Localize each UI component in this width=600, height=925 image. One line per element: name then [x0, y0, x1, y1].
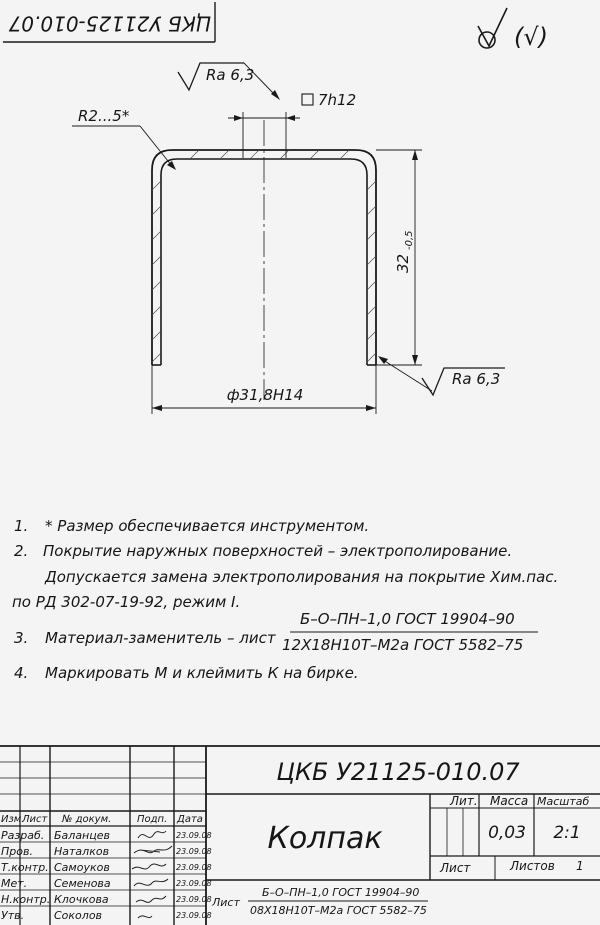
- height-tolerance: -0,5: [404, 230, 415, 250]
- scale-label: Масштаб: [537, 795, 590, 808]
- title-block-code: ЦКБ У21125-010.07: [276, 758, 520, 786]
- general-roughness: [478, 8, 548, 51]
- part-view: [72, 63, 505, 414]
- header-sign: Подп.: [137, 814, 168, 825]
- row-date-6: 23.09.08: [176, 911, 212, 920]
- lit-label: Лит.: [450, 794, 478, 808]
- mass-label: Масса: [490, 794, 529, 808]
- row-role-4: Мет.: [1, 877, 28, 890]
- part-name: Колпак: [267, 821, 383, 856]
- header-izm: Изм.: [1, 814, 25, 825]
- row-name-3: Самоуков: [54, 861, 110, 874]
- diameter-dimension: ф31,8Н14: [226, 386, 304, 404]
- note-3-text: Материал-заменитель – лист: [45, 629, 276, 647]
- note-3-material-top: Б–О–ПН–1,0 ГОСТ 19904–90: [300, 610, 515, 628]
- row-name-6: Соколов: [54, 909, 103, 922]
- row-date-5: 23.09.08: [176, 895, 212, 904]
- corner-stamp: [3, 2, 215, 42]
- row-date-1: 23.09.08: [176, 831, 212, 840]
- note-4-number: 4.: [14, 664, 29, 682]
- sheets-value: 1: [576, 859, 584, 873]
- material-label: Лист: [212, 896, 240, 909]
- material-bottom: 08Х18Н10Т–М2а ГОСТ 5582–75: [250, 904, 427, 917]
- top-roughness: [178, 63, 280, 100]
- header-doc: № докум.: [62, 814, 112, 825]
- note-1-text: * Размер обеспечивается инструментом.: [45, 517, 370, 535]
- row-name-1: Баланцев: [54, 829, 110, 842]
- height-dimension: 32: [394, 253, 412, 273]
- row-name-2: Наталков: [54, 845, 110, 858]
- row-name-5: Клочкова: [54, 893, 109, 906]
- row-role-2: Пров.: [1, 845, 33, 858]
- sheet-label: Лист: [440, 861, 471, 875]
- notes: [12, 517, 558, 682]
- corner-stamp-code: ЦКБ У21125-010.07: [8, 11, 212, 36]
- signatures: [132, 831, 172, 918]
- radius-label: R2...5*: [78, 107, 130, 125]
- row-name-4: Семенова: [54, 877, 111, 890]
- row-date-4: 23.09.08: [176, 879, 212, 888]
- note-2-continuation-2: по РД 302-07-19-92, режим I.: [12, 593, 241, 611]
- row-date-2: 23.09.08: [176, 847, 212, 856]
- general-roughness-symbol: (√): [514, 23, 549, 51]
- row-role-5: Н.контр.: [1, 893, 51, 906]
- sheets-label: Листов: [510, 859, 555, 873]
- note-3-number: 3.: [14, 629, 29, 647]
- top-roughness-value: Ra 6,3: [206, 66, 255, 84]
- right-roughness: [378, 356, 505, 395]
- mass-value: 0,03: [488, 823, 526, 843]
- header-date: Дата: [177, 814, 203, 825]
- tolerance-square-icon: [302, 94, 313, 105]
- row-role-6: Утв.: [1, 909, 25, 922]
- note-4-text: Маркировать М и клеймить К на бирке.: [45, 664, 359, 682]
- scale-value: 2:1: [553, 823, 581, 843]
- note-1-number: 1.: [14, 517, 29, 535]
- header-list: Лист: [22, 814, 48, 825]
- note-3-material-bottom: 12Х18Н10Т–М2а ГОСТ 5582–75: [282, 636, 524, 654]
- right-roughness-value: Ra 6,3: [452, 370, 501, 388]
- material-top: Б–О–ПН–1,0 ГОСТ 19904–90: [262, 886, 420, 899]
- tolerance-label: 7h12: [318, 91, 357, 109]
- row-date-3: 23.09.08: [176, 863, 212, 872]
- title-block: [0, 746, 600, 925]
- row-role-3: Т.контр.: [1, 861, 49, 874]
- note-2-text: Покрытие наружных поверхностей – электрополирование.: [43, 542, 513, 560]
- row-role-1: Разраб.: [1, 829, 45, 842]
- note-2-continuation: Допускается замена электрополирования на покрытие Хим.пас.: [45, 568, 559, 586]
- note-2-number: 2.: [14, 542, 29, 560]
